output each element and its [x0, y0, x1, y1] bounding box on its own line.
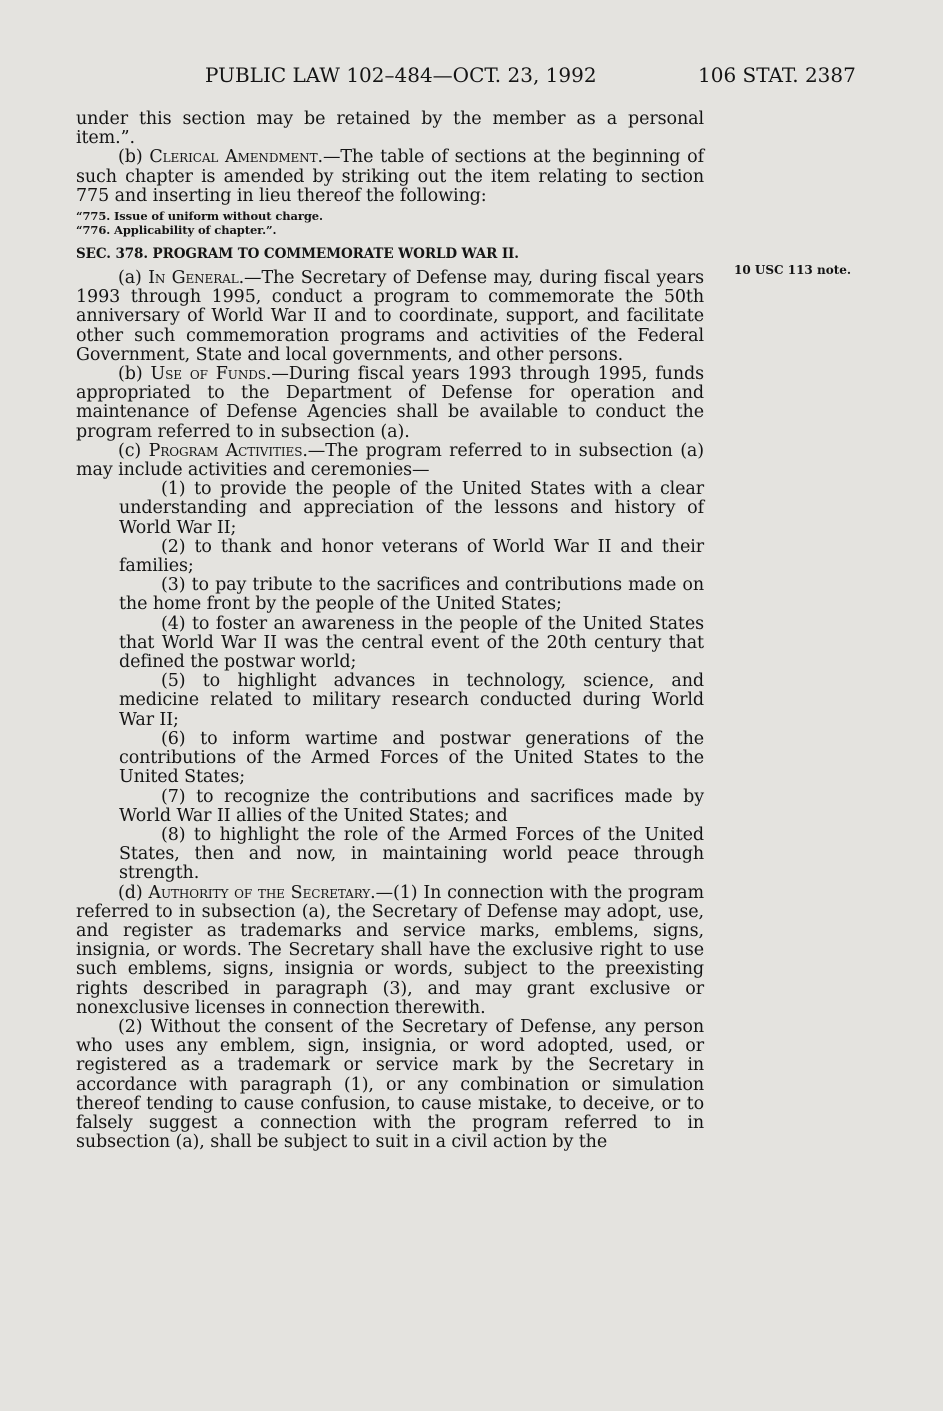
clerical-amendment-paragraph [76, 148, 704, 206]
page-header [0, 62, 943, 88]
list-item: (6) to inform wartime and postwar generations of the contributions of the Armed Forces of the United States to the United States; [119, 728, 704, 788]
list-item: (3) to pay tribute to the sacrifices and contributions made on the home front by the people of the United States; [119, 575, 704, 615]
subsection-b-heading: Use of Funds [150, 364, 266, 385]
list-item: (1) to provide the people of the United States with a clear understanding and appreciation of the lessons and history of World War II; [119, 479, 704, 538]
subsection-b-text: .—During fiscal years 1993 through 1995, funds appropriated to the Department of Defense for operation and maintenance of Defense Agencies shall be available to conduct the program referred to in subsection (a). [76, 364, 704, 442]
page-number: 106 STAT. 2387 [698, 63, 856, 87]
subsection-d-text: .—(1) In connection with the program referred to in subsection (a), the Secretary of Defense may adopt, use, and register as trademarks and service marks, emblems, signs, insignia, or words. The Secretary shall have the exclusive right to use such emblems, signs, insignia or words, subject to the preexisting rights described in paragraph (3), and may grant exclusive or nonexclusive licenses in connection therewith. [76, 882, 704, 1018]
subsection-c-text: .—The program referred to in subsection (a) may include activities and ceremonies— [76, 440, 704, 481]
running-head: PUBLIC LAW 102–484—OCT. 23, 1992 [205, 63, 597, 87]
subsection-c-heading: Program Activities [148, 440, 303, 461]
clerical-amendment-heading: Clerical Amendment [149, 147, 318, 168]
subsection-a-heading: In General [148, 268, 239, 289]
table-entry: “776. Applicability of chapter.”. [76, 223, 277, 238]
clerical-amendment-text: .—The table of sections at the beginning of such chapter is amended by striking out the item relating to section 775 and inserting in lieu thereof the following: [76, 147, 704, 206]
table-of-sections [76, 209, 704, 237]
subsection-d [76, 884, 704, 1018]
list-item: (8) to highlight the role of the Armed Forces of the United States, then and now, in maintaining world peace through strength. [119, 824, 704, 884]
margin-note: 10 USC 113 note. [734, 263, 852, 277]
subsection-c-lead: (c) [118, 440, 149, 461]
subsection-d-paragraph-2: (2) Without the consent of the Secretary of Defense, any person who uses any emblem, sign, insignia, or word adopted, used, or registered as a trademark or service mark by the Secretary in accordance with paragraph (1), or any combination or simulation thereof tending to cause confusion, to cause mistake, to deceive, or to falsely suggest a connection with the program referred to in subsection (a), shall be subject to suit in a civil action by the [76, 1016, 704, 1153]
subsection-a-text: .—The Secretary of Defense may, during fiscal years 1993 through 1995, conduct a program to commemorate the 50th anniversary of World War II and to coordinate, support, and facilitate other such commemoration programs and activities of the Federal Government, State and local governments, and other persons. [76, 268, 704, 365]
subsection-a-lead: (a) [118, 268, 149, 289]
subsection-b-lead: (b) [118, 147, 150, 168]
list-item: (7) to recognize the contributions and sacrifices made by World War II allies of the United States; and [119, 786, 704, 826]
section-heading: SEC. 378. PROGRAM TO COMMEMORATE WORLD WAR II. [76, 246, 519, 263]
list-item: (5) to highlight advances in technology, science, and medicine related to military research conducted during World War II; [119, 671, 704, 730]
subsection-a [76, 269, 704, 365]
list-item: (2) to thank and honor veterans of World War II and their families; [119, 536, 704, 577]
subsection-c [76, 442, 704, 480]
subsection-d-lead: (d) [118, 882, 149, 903]
continuation-paragraph: under this section may be retained by the member as a personal item.”. [76, 109, 704, 149]
subsection-b [76, 365, 704, 442]
table-entry: “775. Issue of uniform without charge. [76, 209, 323, 224]
list-item: (4) to foster an awareness in the people of the United States that World War II was the central event of the 20th century that defined the postwar world; [119, 613, 704, 673]
subsection-d-heading: Authority of the Secretary [148, 882, 371, 903]
page-body [76, 110, 704, 1152]
subsection-b-lead-2: (b) [118, 364, 151, 385]
